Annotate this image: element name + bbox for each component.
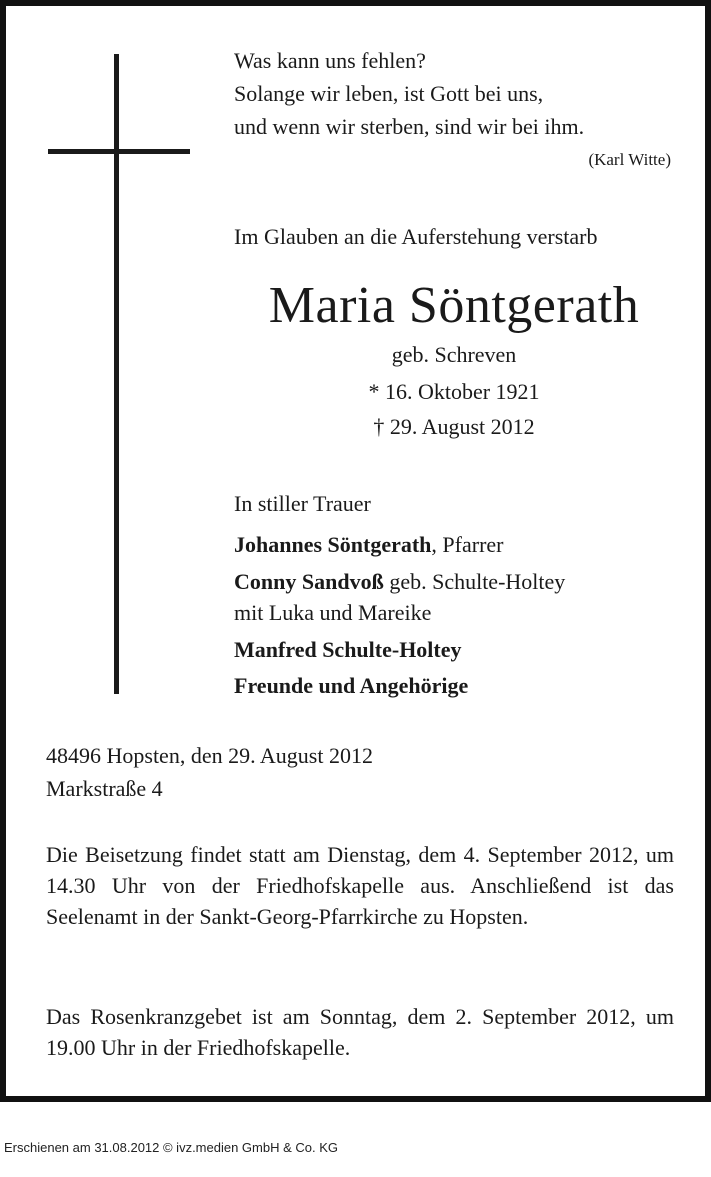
- publication-footer: Erschienen am 31.08.2012 © ivz.medien GmbH & Co. KG: [4, 1140, 339, 1155]
- birth-date: * 16. Oktober 1921: [368, 379, 540, 404]
- mourning-heading: In stiller Trauer: [234, 491, 371, 516]
- death-date: † 29. August 2012: [373, 414, 535, 439]
- mourner-2-maiden: geb. Schulte-Holtey: [383, 569, 566, 594]
- rosary-paragraph: Das Rosenkranzgebet ist am Sonntag, dem 2. September 2012, um 19.00 Uhr in der Friedhofskapelle.: [46, 1004, 674, 1060]
- verse-author: (Karl Witte): [588, 150, 671, 169]
- mourner-2-name: Conny Sandvoß: [234, 569, 384, 594]
- place-date: 48496 Hopsten, den 29. August 2012: [46, 743, 373, 768]
- mourner-1-name: Johannes Söntgerath: [234, 532, 432, 557]
- deceased-name: Maria Söntgerath: [268, 277, 640, 334]
- intro-text: Im Glauben an die Auferstehung verstarb: [234, 224, 598, 249]
- mourner-1-title: , Pfarrer: [431, 532, 504, 557]
- mourner-3-name: Manfred Schulte-Holtey: [234, 637, 462, 662]
- mourner-2: [234, 569, 565, 595]
- verse-line-2: Solange wir leben, ist Gott bei uns,: [234, 81, 544, 106]
- mourner-1: [234, 532, 504, 558]
- verse-line-3: und wenn wir sterben, sind wir bei ihm.: [234, 114, 585, 139]
- funeral-paragraph: Die Beisetzung findet statt am Dienstag, dem 4. September 2012, um 14.30 Uhr von der Friedhofskapelle aus. Anschließend ist das Seelenamt in der Sankt-Georg-Pfarrkirche zu Hopsten.: [46, 842, 674, 929]
- cross-icon-horizontal-bar: [48, 149, 190, 154]
- mourner-4-name: Freunde und Angehörige: [234, 673, 469, 698]
- maiden-name: geb. Schreven: [391, 342, 517, 367]
- mourner-2-children: mit Luka und Mareike: [234, 600, 432, 625]
- verse-line-1: Was kann uns fehlen?: [234, 48, 426, 73]
- address: Markstraße 4: [46, 776, 163, 801]
